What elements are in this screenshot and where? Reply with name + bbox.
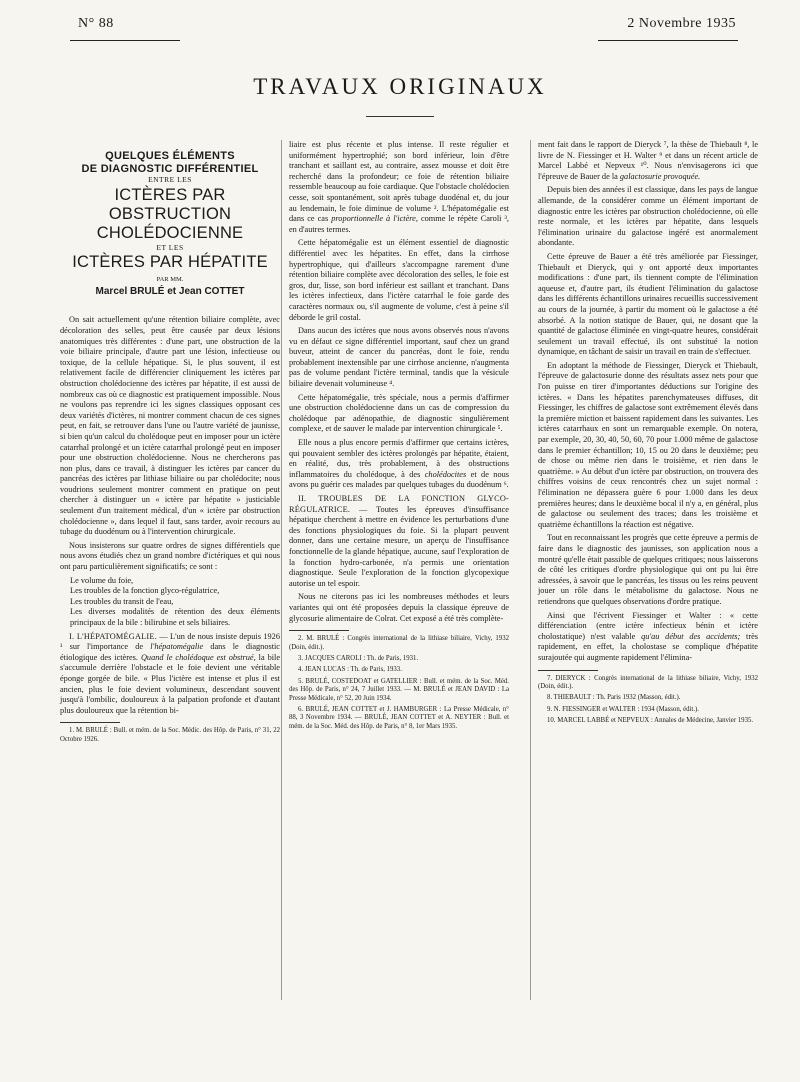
emphasis: galactosurie provoquée. (619, 171, 701, 181)
byline-prefix: PAR MM. (156, 276, 184, 284)
paragraph: En adoptant la méthode de Fiessinger, Dieryck et Thiebault, l'épreuve de galactosurie donne des résultats assez nets pour que l'on puisse en tirer d'importantes déductions sur l'origine des ictères. « Dans les hépatites parenchymateuses diffuses, dit Fiessinger, les chiffres de galactose sont extrêmement élevés dans la première miction et baissent rapidement dans les suivantes. Les ictères catarrhaux en sont un remarquable exemple. On notera, par exemple, 20, 30, 40, 50, 60, 70 pour 1.000 même de galactose dans le premier échantillon; 10, 15 ou 20 dans le deuxième; peu de chose ou même rien dans le troisième, et rien dans le quatrième. » Au début d'un ictère par obstruction, on trouvera des chiffres voisins de ceux rencontrés chez un sujet normal : l'élimination ne dépassera guère 6 pour 1.000 dans les deux premières heures; dans le deuxième bocal il n'y a, en général, plus de galactose ou seulement des traces; dans les troisième et quatrième échantillons la réaction est négative. (538, 360, 758, 529)
list-item: Le volume du foie, (70, 575, 134, 585)
title-line: ENTRE LES (148, 175, 192, 185)
emphasis: Quand le cholédoque est obstrué, (140, 652, 256, 662)
section-heading: I. L'HÉPATOMÉGALIE. (69, 631, 157, 641)
text-run: ment fait dans le rapport de Dieryck ⁷, la thèse de Thiebault ⁸, le livre de N. Fiessinger et H. Walter ⁹ et dans un récent article de Marcel Labbé et Nepveux ¹⁰. Nous n'envisagerons ici que l'épreuve de Bauer de la (538, 140, 758, 181)
text-run: — Toutes les épreuves d'insuffisance hépatique cherchent à mettre en évidence les perturbations d'une des fonctions physiologiques du foie. Si la plupart peuvent donner, dans une certaine mesure, un aperçu de l'insuffisance fonctionnelle de la glande hépatique, aucune, sauf l'exploration de la fonction hydro-carbonée, n'a permis une orientation diagnostique. Seule l'exploration de la fonction glycopexique autorise un tel espoir. (289, 504, 509, 588)
paragraph (60, 632, 280, 717)
section-heading: II. TROUBLES DE LA FONCTION GLYCO-RÉGULATRICE. (289, 494, 509, 514)
text-run: liaire est plus récente et plus intense. Il reste régulier et uniformément hypertrophié; son bord inférieur, loin d'être tranchant et saillant est, au contraire, assez mousse et doit être recherché dans la profondeur; ce foie de rétention biliaire ressemble beaucoup au foie cardiaque. Que l'obstacle cholédocien cesse, soit spontanément, soit après tubage duodénal et, du jour au lendemain, le foie diminue de volume ². L'hépatomégalie est dans ce cas (289, 140, 509, 224)
paragraph (289, 438, 509, 491)
text-run: très rapidement, en effet, la cholostase se complique d'hépatite surajoutée qui augmente rapidement l'élimina- (538, 631, 758, 662)
title-line: ICTÈRES PAR HÉPATITE (72, 253, 268, 272)
text-run: Ainsi que l'écrivent Fiessinger et Walter : « cette différenciation (entre ictère infectieux bénin et ictère cholostatique) n'est valable (538, 610, 758, 641)
footnote: 3. JACQUES CAROLI : Th. de Paris, 1931. (298, 654, 419, 662)
column-3 (538, 140, 758, 729)
emphasis: l'hépatomégalie (150, 642, 204, 652)
emphasis: qu'au début des accidents; (641, 631, 741, 641)
title-line: CHOLÉDOCIENNE (96, 223, 244, 242)
paragraph: Tout en reconnaissant les progrès que cette épreuve a permis de faire dans le diagnostic des jaunisses, son application nous a montré qu'elle était passible de quelques critiques; nous laisserons de côté les critiques d'ordre physiologique qui ont pu lui être adressées, à savoir que le pancréas, les tissus ou les reins peuvent jouer un rôle dans le métabolisme du galactose. Nous ne retiendrons que quelques observations d'ordre pratique. (538, 533, 758, 606)
footnote-rule (60, 722, 120, 723)
title-line: DE DIAGNOSTIC DIFFÉRENTIEL (81, 162, 259, 175)
title-line: QUELQUES ÉLÉMENTS (105, 150, 235, 162)
paragraph (289, 494, 509, 589)
issue-number: N° 88 (78, 16, 114, 31)
text-run: dans le diagnostic étiologique des ictères. (60, 642, 280, 662)
paragraph: Cette hépatomégalie, très spéciale, nous a permis d'affirmer une obstruction cholédocienne dans un cas de compression du cholédoque par adénopathie, de diagnostic singulièrement complexe, et de sauver le malade par intervention chirurgicale ⁵. (289, 392, 509, 434)
footnote: 2. M. BRULÉ : Congrès international de la lithiase biliaire, Vichy, 1932 (Doin, édit.). (289, 635, 509, 651)
title-line: ICTÈRES PAR OBSTRUCTION (108, 185, 232, 223)
footnote: 1. M. BRULÉ : Bull. et mém. de la Soc. Médic. des Hôp. de Paris, n° 31, 22 Octobre 1926. (60, 727, 280, 743)
paragraph: Cette épreuve de Bauer a été très améliorée par Fiessinger, Thiebault et Dieryck, qui y ont apporté deux importantes modifications : d'une part, ils tiennent compte de l'élimination aqueuse et, d'autre part, ils étudient l'élimination du galactose dans les différents échantillons urinaires recueillis successivement au cours de la journée, à partir du moment où le galactose a été absorbé. A la notion statique de Bauer, qui, ne dosant que la quantité de galactose éliminée en vingt-quatre heures, considérait seulement un travail effectué, ils ont substitué la notion dynamique, en tâchant de saisir un travail en train de s'effectuer. (538, 251, 758, 357)
header-rule-left (70, 40, 180, 41)
footnote: 10. MARCEL LABBÉ et NEPVEUX : Annales de Médecine, Janvier 1935. (547, 717, 754, 725)
footnote: 9. N. FIESSINGER et WALTER : 1934 (Masson, édit.). (547, 705, 699, 713)
paragraph: Cette hépatomégalie est un élément essentiel de diagnostic différentiel avec les hépatites. En effet, dans la cirrhose hypertrophique, qui d'ailleurs s'accompagne rarement d'une rétention biliaire complète avec décoloration des selles, le foie est gros, dur, lisse, son bord inférieur est saillant et tranchant. Dans les ictères infectieux, dans l'ictère catarrhal le foie garde des caractères normaux ou, s'il augmente de volume, c'est à peine s'il déborde le gril costal. (289, 238, 509, 322)
footnote: 4. JEAN LUCAS : Th. de Paris, 1933. (298, 666, 402, 674)
paragraph (289, 140, 509, 235)
paragraph (538, 140, 758, 182)
issue-date: 2 Novembre 1935 (627, 16, 736, 31)
text-run: Elle nous a plus encore permis d'affirmer que certains ictères, qui pouvaient sembler des ictères prolongés par hépatite, étaient, en réalité, dus, très probablement, à des obstructions inflammatoires du cholédoque, à des (289, 438, 509, 479)
paragraph: On sait actuellement qu'une rétention biliaire complète, avec décoloration des selles, peut être causée par deux lésions anatomiques très différentes : d'une part, une obstruction de la voie biliaire principale, d'autre part une lésion, infectieuse ou toxique, de la cellule hépatique. Si, le plus souvent, il est relativement facile de différencier cliniquement les ictères par obstruction cholédocienne des ictères par hépatite, il est aussi de nombreux cas où ce diagnostic est pratiquement impossible. Nous ne voulons pas reprendre ici les signes classiques opposant ces deux variétés d'ictères, ni montrer comment chacun de ces signes peut, en fait, se retrouver dans l'une ou l'autre variété de jaunisse, si bien qu'un calcul du cholédoque peut en imposer pour un ictère catarrhal prolongé et un ictère catarrhal prolongé peut en imposer pour une obstruction cholédocienne. Nous ne chercherons pas non plus, dans ce travail, à distinguer les ictères par cancer du pancréas des ictères par lithiase biliaire ou par cholédocite; nous voudrions seulement montrer comment en pratique on peut chercher à distinguer un « ictère par hépatite » justiciable seulement d'un traitement médical, d'un « ictère par obstruction cholédocienne », dans lequel il faut, sans tarder, avoir recours au tubage du duodénum ou à l'intervention chirurgicale. (60, 315, 280, 537)
footnote-rule (289, 630, 349, 631)
column-separator (530, 140, 531, 1000)
authors: Marcel BRULÉ et Jean COTTET (95, 285, 245, 297)
paragraph: Depuis bien des années il est classique, dans les pays de langue allemande, de la considérer comme un élément important de diagnostic entre les ictères par obstruction cholédocienne, où elle reste normale, et les ictères par hépatite, dans lesquels l'élimination urinaire du galactose ingéré est anormalement abondante. (538, 185, 758, 248)
emphasis: proportionnelle à l'ictère, (331, 214, 418, 224)
footnote: 6. BRULÉ, JEAN COTTET et J. HAMBURGER : La Presse Médicale, n° 88, 3 Novembre 1934. — BRULÉ, JEAN COTTET et A. NEYTER : Bull. et mém. de la Soc. Méd. des Hôp. de Paris, n° 8, 1er Mars 1935. (289, 705, 509, 730)
text-run: et de nous avons pu guérir ces malades par quelques tubages du duodénum ⁶. (289, 469, 509, 490)
section-title: TRAVAUX ORIGINAUX (253, 74, 547, 99)
column-1 (60, 140, 280, 747)
text-run: la bile s'accumule derrière l'obstacle et le foie devient une véritable éponge gorgée de bile. « Plus l'ictère est intense et plus il est ancien, plus le foie devient volumineux, descendant souvent jusqu'à l'ombilic, douloureux à la palpation profonde et d'autant plus douloureux que la rétention bi- (60, 652, 281, 715)
column-separator (281, 140, 282, 1000)
paragraph: Nous ne citerons pas ici les nombreuses méthodes et leurs variantes qui ont été proposées depuis la classique épreuve de glycosurie alimentaire de Colrat. Cet exposé a été très complète- (289, 592, 509, 623)
text-run: — L'un de nous insiste depuis 1926 ¹ sur l'importance de (60, 631, 280, 652)
paragraph: Nous insisterons sur quatre ordres de signes différentiels que nous avons étudiés chez un grand nombre d'ictériques et qui nous ont paru particulièrement significatifs; ce sont : (60, 540, 280, 572)
article-title (60, 150, 280, 297)
footnote: 7. DIERYCK : Congrès international de la lithiase biliaire, Vichy, 1932 (Doin, édit.). (538, 674, 758, 690)
section-title-rule (366, 116, 434, 117)
paragraph: Dans aucun des ictères que nous avons observés nous n'avons vu en défaut ce signe différentiel important, sauf chez un grand buveur, atteint de cancer du pancréas, dont le foie, rendu probablement inextensible par une cirrhose ancienne, n'augmenta pas de volume pendant l'ictère terminal, tandis que la vésicule biliaire devenait volumineuse ⁴. (289, 326, 509, 389)
list-item: Les diverses modalités de rétention des deux éléments principaux de la bile : bilirubine et sels biliaires. (70, 607, 280, 627)
footnote-rule (538, 670, 598, 671)
column-2 (289, 140, 509, 734)
list-item: Les troubles de la fonction glyco-régulatrice, (70, 586, 220, 596)
emphasis: cholédocites (424, 469, 467, 479)
header-rule-right (598, 40, 738, 41)
footnote: 8. THIEBAULT : Th. Paris 1932 (Masson, édit.). (547, 694, 681, 702)
paragraph (538, 611, 758, 664)
footnote: 5. BRULÉ, COSTEDOAT et GATELLIER : Bull. et mém. de la Soc. Méd. des Hôp. de Paris, n° 24, 7 Juillet 1933. — M. BRULÉ et JEAN DAVID : La Presse Médicale, n° 52, 20 Juin 1934. (289, 677, 509, 702)
list-item: Les troubles du transit de l'eau, (70, 596, 174, 606)
title-line: ET LES (156, 242, 184, 252)
text-run: comme le répète Caroli ³, en d'autres termes. (289, 214, 510, 234)
